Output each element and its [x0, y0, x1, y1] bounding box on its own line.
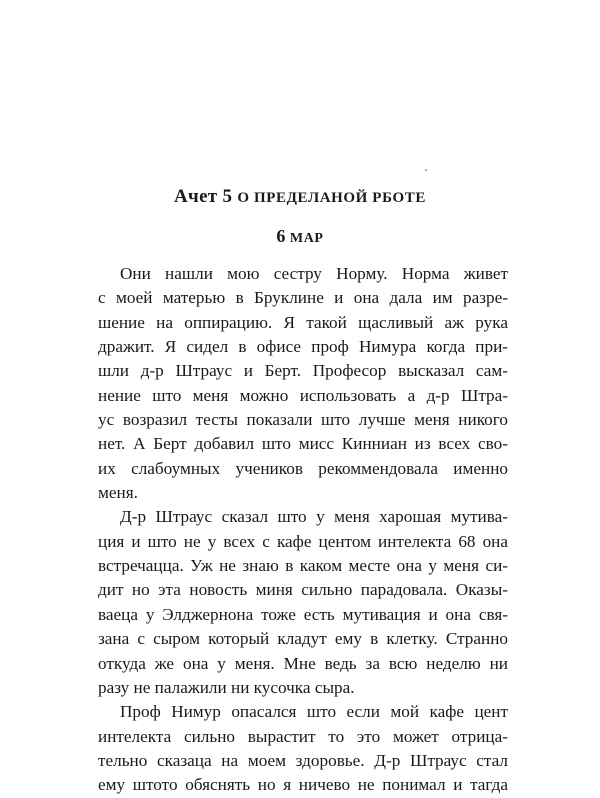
- chapter-subtitle: О ПРЕДЕЛАНОЙ РБОТЕ: [237, 190, 426, 206]
- text-line: откуда же она у меня. Мне ведь за всю неделю ни: [98, 653, 508, 673]
- page-speck: [425, 169, 427, 171]
- chapter-title: [0, 186, 600, 208]
- text-line: шение на оппирацию. Я такой щасливый аж рука: [98, 312, 508, 332]
- body-text: [98, 262, 508, 798]
- text-line: разу не палажили ни кусочка сыра.: [98, 677, 355, 697]
- chapter-number: Ачет 5: [174, 186, 233, 207]
- entry-date: [0, 226, 600, 247]
- text-line: ус возразил тесты показали што лучше меня никого: [98, 410, 508, 430]
- text-line: встречацца. Уж не знаю в каком месте она у меня си-: [98, 556, 508, 576]
- text-line: ему штото обяснять но я ничево не понимал и тагда: [98, 775, 508, 795]
- text-line: дит но эта новость миня сильно парадовала. Оказы-: [98, 580, 508, 600]
- text-line: зана с сыром который кладут ему в клетку. Странно: [98, 629, 508, 649]
- text-line: Д-р Штраус сказал што у меня харошая мутива-: [120, 507, 508, 527]
- text-line: Они нашли мою сестру Норму. Норма живет: [120, 264, 508, 283]
- text-line: тельно сказаца на моем здоровье. Д-р Штраус стал: [98, 750, 508, 770]
- text-line: Проф Нимур опасался што если мой кафе цент: [120, 702, 508, 722]
- text-line: шли д-р Штраус и Берт. Професор высказал сам-: [98, 361, 508, 381]
- text-line: нет. А Берт добавил што мисс Кинниан из всех сво-: [98, 434, 508, 454]
- text-line: с моей матерью в Бруклине и она дала им разре-: [98, 288, 508, 308]
- text-line: интелекта сильно вырастит то это может отрица-: [98, 726, 508, 746]
- text-line: ция и што не у всех с кафе центом интелекта 68 она: [98, 531, 508, 551]
- text-line: ваеца у Элджернона тоже есть мутивация и она свя-: [98, 604, 508, 624]
- text-line: дражит. Я сидел в офисе проф Нимура когда при-: [98, 337, 508, 357]
- text-line: нение што меня можно использовать а д-р Штра-: [98, 385, 508, 405]
- text-line: меня.: [98, 483, 138, 503]
- entry-month: МАР: [289, 231, 324, 246]
- text-line: их слабоумных учеников рекоммендовала именно: [98, 458, 508, 478]
- entry-day: 6: [276, 226, 286, 246]
